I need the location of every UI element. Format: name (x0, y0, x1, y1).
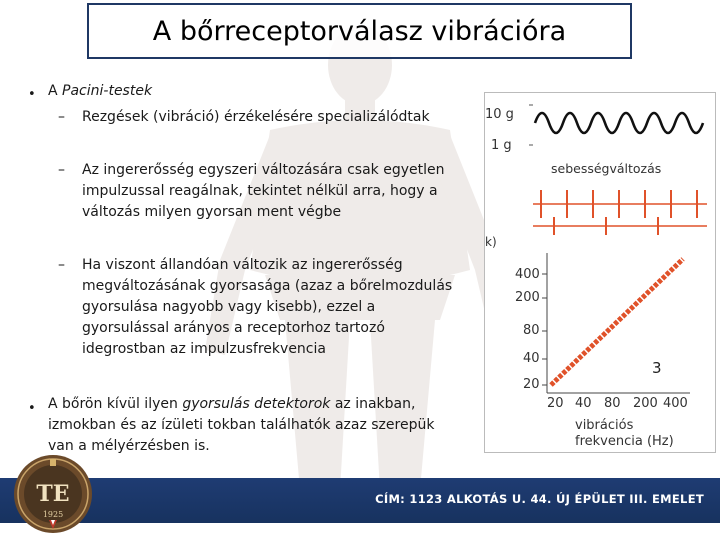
bullet-line: izmokban és az ízületi tokban találhatók azaz szerepük (48, 417, 435, 433)
x-tick-label: 20 (547, 396, 564, 411)
bullet-line-em: gyorsulás detektorok (182, 396, 331, 412)
logo-letters: TE (36, 481, 70, 507)
vibration-sine-wave (535, 113, 703, 133)
sub-line: megváltozásának gyorsasága (azaz a bőrelmozdulás (82, 278, 453, 294)
sub-line: idegrostban az impulzusfrekvencia (82, 341, 326, 357)
bullet-gyorsulas (48, 394, 434, 457)
y-axis-ticks (542, 274, 547, 385)
bullet-pacini (48, 81, 152, 102)
bullet-dot: • (28, 401, 36, 416)
label-10g: 10 g (485, 107, 514, 122)
footer-address: CÍM: 1123 ALKOTÁS U. 44. ÚJ ÉPÜLET III. EMELET (375, 492, 704, 506)
y-tick-label: 20 (523, 377, 540, 392)
bullet-line (48, 394, 434, 415)
bullet-pacini-em: Pacini-testek (62, 83, 153, 99)
x-tick-label: 400 (663, 396, 688, 411)
label-1g: 1 g (491, 138, 512, 153)
sub-dash: – (58, 257, 65, 273)
sub-dash: – (58, 109, 65, 125)
sub-bullet-allandoan (82, 255, 452, 360)
bullet-line-post: az inakban, (330, 396, 416, 412)
page-title: A bőrreceptorválasz vibrációra (152, 15, 567, 47)
label-sebessegvaltozas: sebességváltozás (551, 161, 662, 176)
y-tick-label: 40 (523, 351, 540, 366)
university-seal-logo (13, 454, 93, 534)
sub-dash: – (58, 162, 65, 178)
panel-number: 3 (652, 359, 662, 377)
bullet-line: van a mélyérzésben is. (48, 438, 210, 454)
bullet-dot: • (28, 87, 36, 102)
label-k: k) (485, 235, 497, 249)
bullet-pacini-intro: A (48, 83, 63, 99)
impulse-row-1 (533, 190, 707, 218)
sub-line: impulzussal reagálnak, tekintet nélkül arra, hogy a (82, 183, 438, 199)
x-label-line2: frekvencia (Hz) (575, 434, 674, 449)
impulse-row-2 (533, 217, 707, 235)
footer-bar (0, 478, 720, 523)
sub-line: Az ingererősség egyszeri változására csak egyetlen (82, 162, 445, 178)
frequency-response-line (551, 259, 683, 385)
sub-bullet-egyszeri (82, 160, 444, 223)
y-tick-label: 200 (515, 290, 540, 305)
sub-bullet-rezges: Rezgések (vibráció) érzékelésére specializálódtak (82, 109, 430, 125)
sub-line: Ha viszont állandóan változik az ingererősség (82, 257, 403, 273)
x-label-line1: vibrációs (575, 418, 634, 433)
sub-line: gyorsulása nagyobb vagy kisebb), ezzel a (82, 299, 376, 315)
figure-panel (484, 92, 716, 453)
x-tick-label: 40 (575, 396, 592, 411)
x-tick-label: 200 (633, 396, 658, 411)
sub-line: változás milyen gyorsan ment végbe (82, 204, 342, 220)
bullet-line-pre: A bőrön kívül ilyen (48, 396, 183, 412)
logo-year: 1925 (42, 510, 64, 519)
sub-line: gyorsulással arányos a receptorhoz tartozó (82, 320, 385, 336)
y-tick-label: 80 (523, 323, 540, 338)
y-tick-label: 400 (515, 267, 540, 282)
x-tick-label: 80 (604, 396, 621, 411)
